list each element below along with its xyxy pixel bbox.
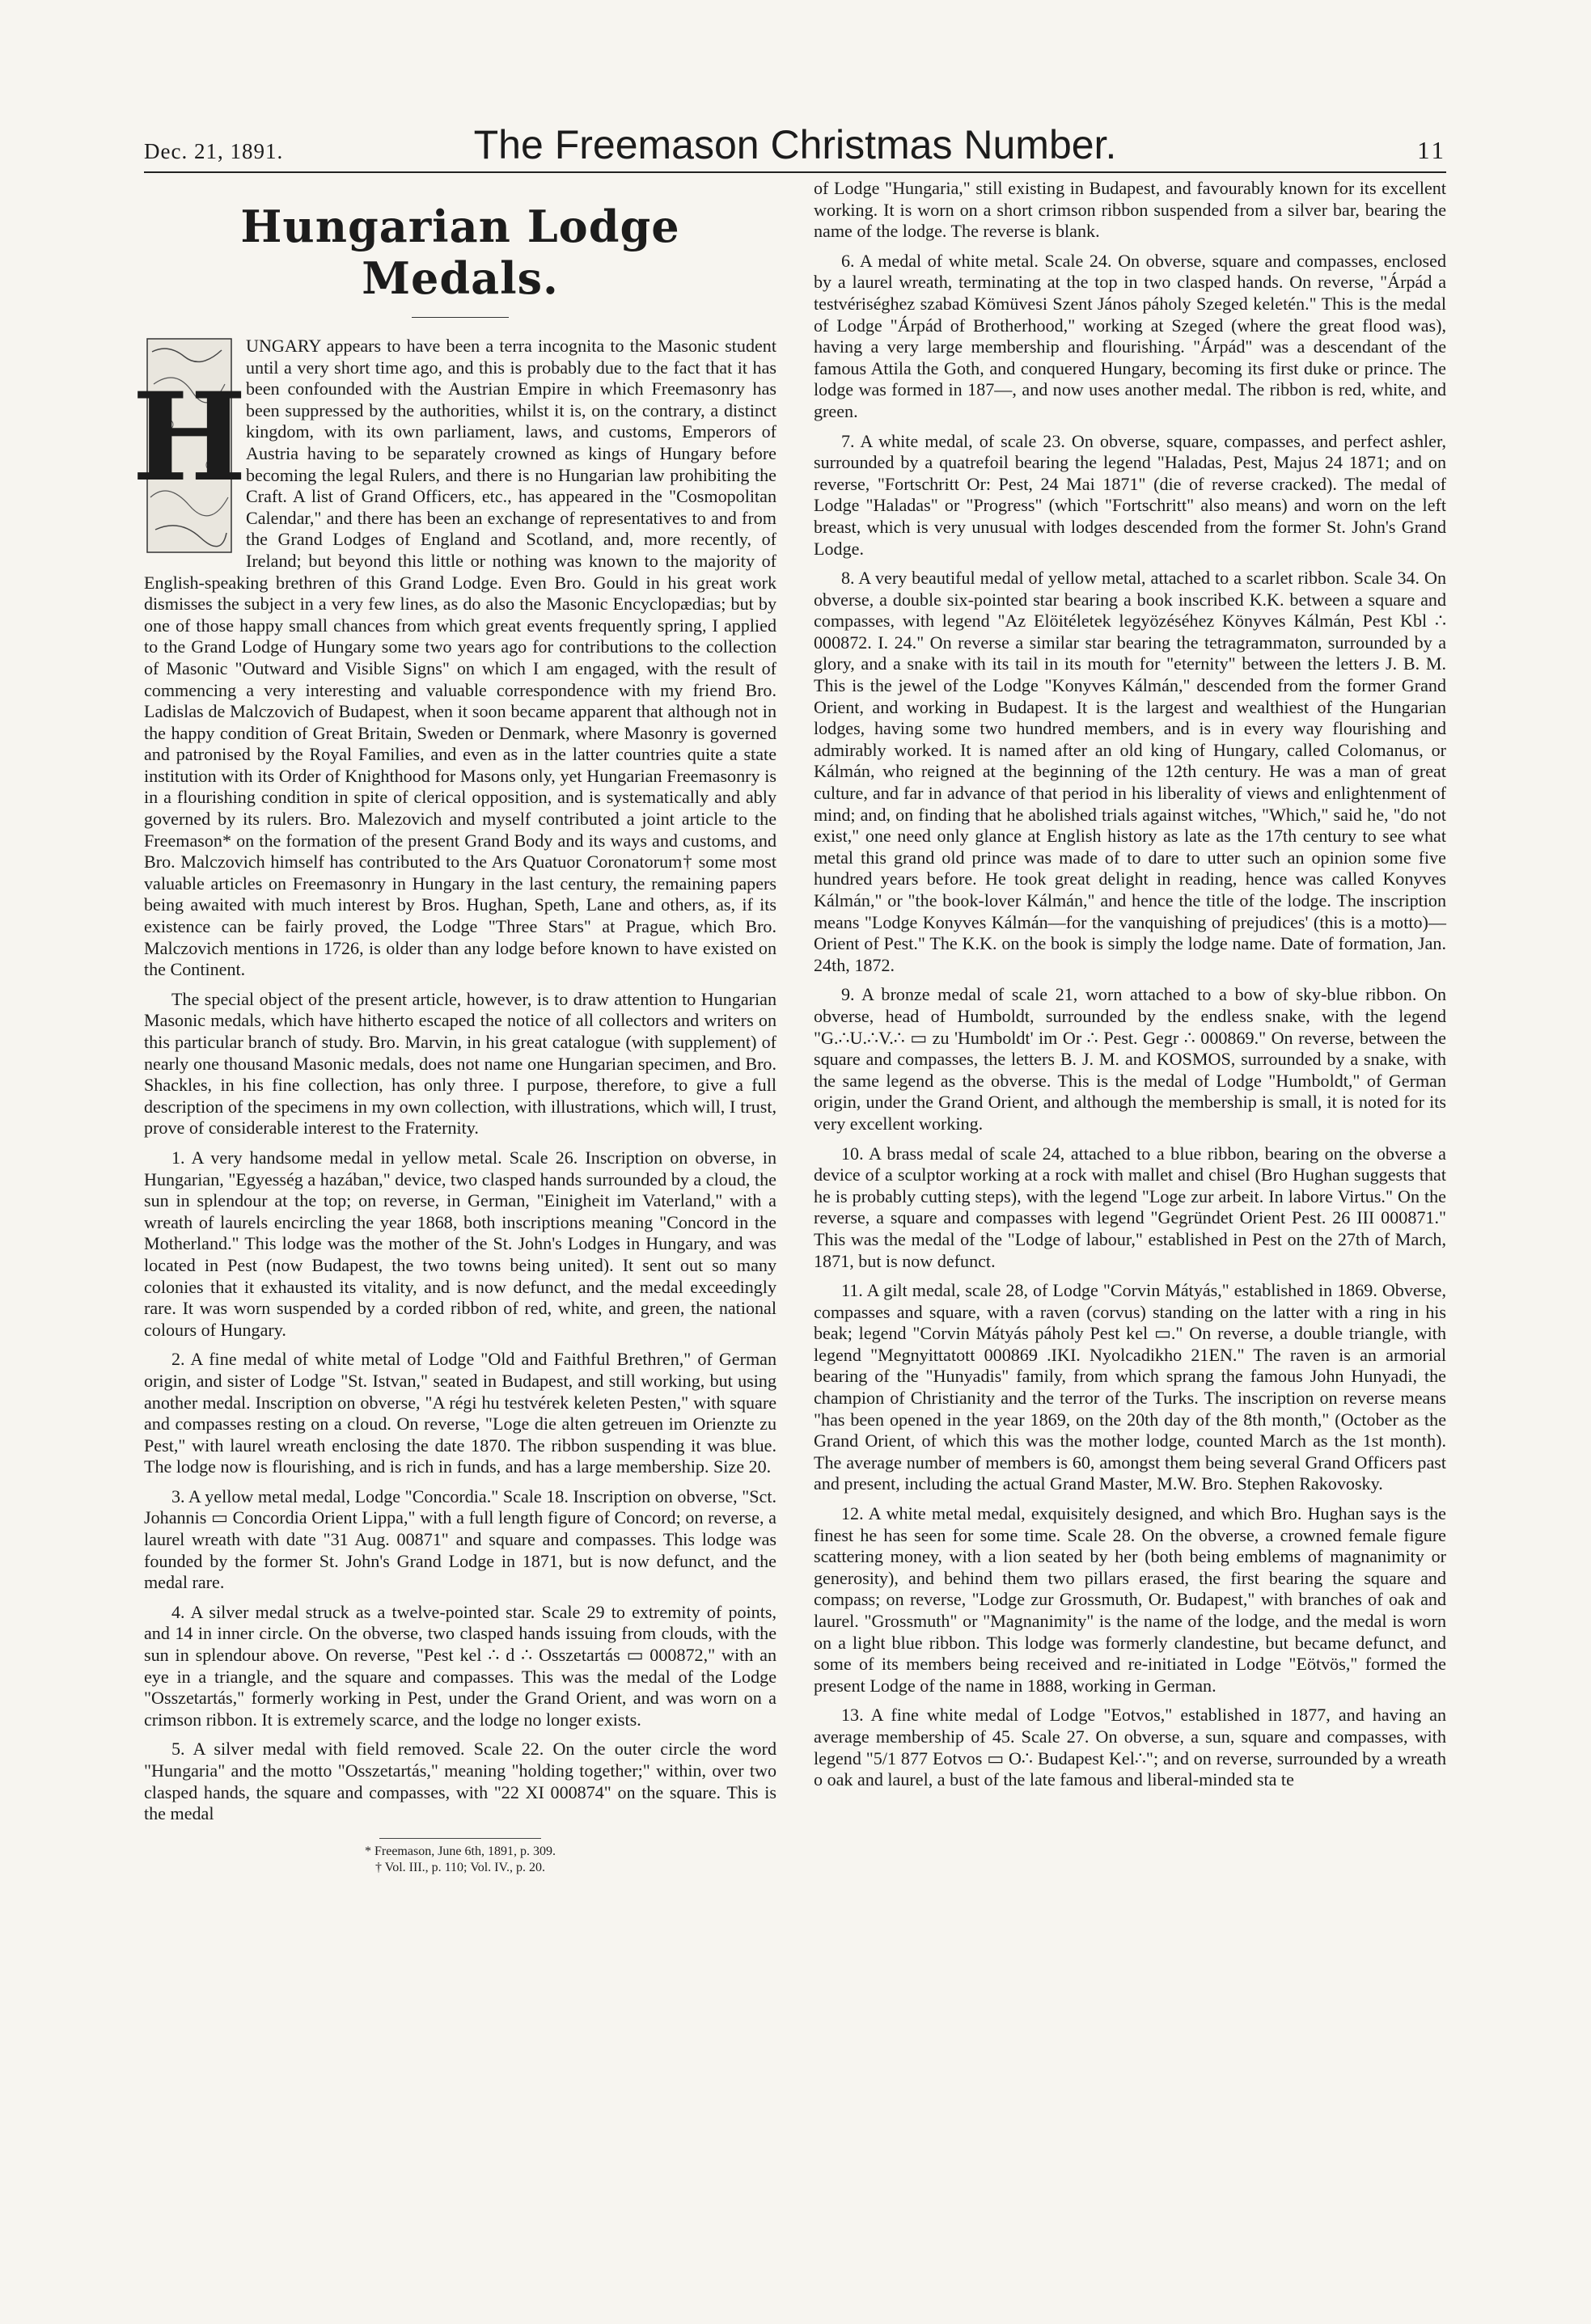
medal-entry-1: 1. A very handsome medal in yellow metal. Scale 26. Inscription on obverse, in Hungarian, "Egyesség a hazában," device, two clasped hands surrounded by a cloud, the sun in splendour at the top; on reverse, in German, "Einigheit im Vaterland," with a wreath of laurels encircling the year 1868, both inscriptions meaning "Concord in the Motherland." This lodge was the mother of the St. John's Lodges in Hungary, and was located in Pest (now Budapest, the two towns being united). It sent out so many colonies that it exhausted its vitality, and is now defunct, and the medal exceedingly rare. It was worn suspended by a corded ribbon of red, white, and green, the national colours of Hungary. bbox=[144, 1147, 776, 1340]
footnote-rule bbox=[379, 1838, 541, 1839]
footnote-2: † Vol. III., p. 110; Vol. IV., p. 20. bbox=[375, 1860, 545, 1874]
medal-entry-9: 9. A bronze medal of scale 21, worn attached to a bow of sky-blue ribbon. On obverse, head of Humboldt, surrounded by the endless snake, with the legend "G.∴U.∴V.∴ ▭ zu 'Humboldt' im Or ∴ Pest. Gegr ∴ 000869." On reverse, between the square and compasses, the letters B. J. M. and KOSMOS, surrounded by a snake, with the same legend as the obverse. This is the medal of Lodge "Humboldt," of German origin, under the Grand Orient, and although the membership is small, it is noted for its very excellent working. bbox=[814, 984, 1446, 1134]
intro-paragraph: UNGARY appears to have been a terra incognita to the Masonic student until a very short time ago, and this is probably due to the fact that it has been confounded with the Austrian Empire in which Freemasonry has been suppressed by the authorities, whilst it is, on the contrary, a distinct kingdom, with its own parliament, laws, and customs, Emperors of Austria having to be separately crowned as kings of Hungary before becoming the legal Rulers, and there is no Hungarian law prohibiting the Craft. A list of Grand Officers, etc., has appeared in the "Cosmopolitan Calendar," and there has been an exchange of representatives to and from the Grand Lodges of England and Scotland, and, more recently, of Ireland; but beyond this little or nothing was known to the majority of English-speaking brethren of this Grand Lodge. Even Bro. Gould in his great work dismisses the subject in a very few lines, as do also the Masonic Encyclopædias; but by one of those happy small chances from which great events frequently spring, I applied to the Grand Lodge of Hungary some two years ago for contributions to the collection of Masonic "Outward and Visible Signs" on which I am engaged, with the result of commencing a very interesting and valuable correspondence with my friend Bro. Ladislas de Malczovich of Budapest, when it soon became apparent that although not in the happy condition of Great Britain, Sweden or Denmark, where Masonry is governed and patronised by the Royal Families, and even as in the latter countries quite a state institution with its Order of Knighthood for Masons only, yet Hungarian Freemasonry is in a flourishing condition in spite of clerical opposition, and is systematically and ably governed by its rulers. Bro. Malezovich and myself contributed a joint article to the Freemason* on the formation of the present Grand Body and its ways and customs, and Bro. Malczovich himself has contributed to the Ars Quatuor Coronatorum† some most valuable articles on Freemasonry in Hungary in the last century, the remaining papers being awaited with much interest by Bros. Hughan, Speth, Lane and others, as, if its existence can be fairly proved, the Lodge "Three Stars" at Prague, which Bro. Malczovich mentions in 1726, is older than any lodge before known to have existed on the Continent. bbox=[144, 336, 776, 980]
right-column bbox=[814, 178, 1446, 1799]
left-column bbox=[132, 178, 776, 1876]
ornamental-dropcap-h bbox=[132, 336, 247, 556]
medal-entry-4: 4. A silver medal struck as a twelve-pointed star. Scale 29 to extremity of points, and 14 in inner circle. On the obverse, two clasped hands issuing from clouds, with the sun in splendour above. On reverse, "Pest kel ∴ d ∴ Osszetartás ▭ 000872," with an eye in a triangle, and the square and compasses. This was the medal of the Lodge "Osszetartás," formerly working in Pest, under the Grand Orient, and was worn on a crimson ribbon. It is extremely scarce, and the lodge no longer exists. bbox=[144, 1601, 776, 1730]
medal-entry-12: 12. A white metal medal, exquisitely designed, and which Bro. Hughan says is the finest he has seen for some time. Scale 28. On the obverse, a crowned female figure scattering money, with a lion seated by her (both being emblems of magnanimity or generosity), and behind them two pillars erased, the first bearing the square and compass; on reverse, "Lodge zur Grossmuth, Or. Budapest," with branches of oak and laurel. "Grossmuth" or "Magnanimity" is the name of the lodge, and the medal is worn on a light blue ribbon. This lodge was formerly clandestine, but became defunct, and some of its members being received and re-initiated in Lodge "Eötvös," formed the present Lodge of the name in 1888, working in German. bbox=[814, 1503, 1446, 1696]
medal-entry-11: 11. A gilt medal, scale 28, of Lodge "Corvin Mátyás," established in 1869. Obverse, compasses and square, with a raven (corvus) standing on the latter with a ring in his beak; legend "Corvin Mátyás páholy Pest kel ▭." On reverse, a double triangle, with legend "Megnyittatott 000869 .IKI. Nyolcadikho 21EN." The raven is an armorial bearing of the "Hunyadis" family, from which sprang the famous John Hunyadi, the champion of Christianity and the terror of the Turks. The inscription on reverse means "has been opened in the year 1869, on the 20th day of the 8th month," (October as the Grand Orient, of which this was the mother lodge, counted March as the 1st month). The average number of members is 60, amongst them being several Grand Officers past and present, including the actual Grand Master, M.W. Bro. Stephen Rakovosky. bbox=[814, 1280, 1446, 1494]
medal-entry-8: 8. A very beautiful medal of yellow metal, attached to a scarlet ribbon. Scale 34. On obverse, a double six-pointed star bearing a book inscribed K.K. between a square and compasses, with legend "Az Elöitéletek legyözéséhez Könyves Kálmán, Pest Kbl ∴ 000872. I. 24." On reverse a similar star bearing the tetragrammaton, surrounded by a glory, and a snake with its tail in its mouth for "eternity" between the letters J. B. M. This is the jewel of the Lodge "Konyves Kálmán," descended from the former Grand Orient, and working in Budapest. It is the largest and wealthiest of the Hungarian lodges, having some two hundred members, and is in every way flourishing and admirably worked. It is named after an old king of Hungary, called Colomanus, or Kálmán, who reigned at the beginning of the 12th century. He was a man of great culture, and far in advance of that period in his liberality of views and enlightenment of mind; and, on finding that he abolished trials against witches, "Which," said he, "do not exist," one need only glance at English history as late as the 17th century to see what metal this grand old prince was made of to dare to utter such an opinion some five hundred years before. He took great delight in reading, hence was called Konyves Kálmán," or "the book-lover Kálmán," and hence the title of the lodge. The inscription means "Lodge Konyves Kálmán—for the vanquishing of prejudices' (this is a motto)—Orient of Pest." The K.K. on the book is simply the lodge name. Date of formation, Jan. 24th, 1872. bbox=[814, 568, 1446, 975]
masthead-rule bbox=[144, 171, 1446, 173]
medal-entry-2: 2. A fine medal of white metal of Lodge "Old and Faithful Brethren," of German origin, and sister of Lodge "St. Istvan," seated in Budapest, and still working, but using another medal. Inscription on obverse, "A régi hu testvérek keleten Pesten," with square and compasses resting on a cloud. On reverse, "Loge die alten getreuen im Orienzte zu Pest," with laurel wreath enclosing the date 1870. The ribbon suspending it was blue. The lodge now is flourishing, and is rich in funds, and has a large membership. Size 20. bbox=[144, 1349, 776, 1477]
title-rule bbox=[412, 317, 509, 318]
purpose-paragraph: The special object of the present article, however, is to draw attention to Hungarian Masonic medals, which have hitherto escaped the notice of all collectors and writers on this particular branch of study. Bro. Marvin, in his great catalogue (with supplement) of nearly one thousand Masonic medals, does not name one Hungarian specimen, and Bro. Shackles, in his fine collection, has only three. I purpose, therefore, to give a full description of the specimens in my own collection, with illustrations, which will, I trust, prove of considerable interest to the Fraternity. bbox=[144, 988, 776, 1139]
publication-title: The Freemason Christmas Number. bbox=[473, 122, 1117, 167]
footnote-1: * Freemason, June 6th, 1891, p. 309. bbox=[365, 1844, 556, 1858]
medal-entry-6: 6. A medal of white metal. Scale 24. On obverse, square and compasses, enclosed by a laurel wreath, terminating at the top in two clasped hands. On reverse, "Árpád a testvériséghez szabad Kömüvesi Szent János páholy Szeged keletén." This is the medal of Lodge "Árpád of Brotherhood," working at Szeged (where the great flood was), having a very large membership and flourishing. "Árpád" was a descendant of the famous Attila the Goth, and conquered Hungary, becoming its first duke or prince. The lodge was formed in 187—, and now uses another medal. The ribbon is red, white, and green. bbox=[814, 250, 1446, 421]
dropcap-letter: H bbox=[132, 366, 247, 509]
page-number: 11 bbox=[1417, 136, 1446, 164]
medal-entry-13: 13. A fine white medal of Lodge "Eotvos," established in 1877, and having an average membership of 45. Scale 27. On obverse, a sun, square and compasses, with legend "5/1 877 Eotvos ▭ O∴ Budapest Kel∴"; and on reverse, surrounded by a wreath o oak and laurel, a bust of the late famous and liberal-minded sta te bbox=[814, 1705, 1446, 1790]
medal-entry-7: 7. A white medal, of scale 23. On obverse, square, compasses, and perfect ashler, surrounded by a quatrefoil bearing the legend "Haladas, Pest, Majus 24 1871; and on reverse, "Fortschritt Or: Pest, 24 Mai 1871" (die of reverse cracked). The medal of Lodge "Haladas" or "Progress" (which "Fortschritt" also means) and worn on the left breast, which is very unusual with lodges descended from the former St. John's Grand Lodge. bbox=[814, 430, 1446, 559]
masthead bbox=[144, 121, 1446, 170]
article-title: Hungarian Lodge Medals. bbox=[240, 201, 680, 304]
dropcap-illustration bbox=[132, 336, 247, 556]
footnotes bbox=[144, 1838, 776, 1876]
medal-entry-10: 10. A brass medal of scale 24, attached to a blue ribbon, bearing on the obverse a device of a sculptor working at a rock with mallet and chisel (Bro Hughan suggests that he is probably cutting steps), with the legend "Loge zur arbeit. In labore Virtus." On the reverse, a square and compasses with legend "Gegründet Orient Pest. 26 III 000871." This was the medal of the "Lodge of labour," established in Pest on the 27th of March, 1871, but is now defunct. bbox=[814, 1143, 1446, 1271]
medal-entry-3: 3. A yellow metal medal, Lodge "Concordia." Scale 18. Inscription on obverse, "Sct. Johannis ▭ Concordia Orient Lippa," with a full length figure of Concord; on reverse, a laurel wreath with date "31 Aug. 00871" and square and compasses. This lodge was founded by the former St. John's Grand Lodge in 1871, but is now defunct, and the medal rare. bbox=[144, 1485, 776, 1593]
issue-date: Dec. 21, 1891. bbox=[144, 139, 284, 163]
medal-entry-5-continued: of Lodge "Hungaria," still existing in Budapest, and favourably known for its excellent working. It is worn on a short crimson ribbon suspended from a silver bar, bearing the name of the lodge. The reverse is blank. bbox=[814, 178, 1446, 242]
medal-entry-5: 5. A silver medal with field removed. Scale 22. On the outer circle the word "Hungaria" and the motto "Osszetartás," meaning "holding together;" within, over two clasped hands, the square and compasses, with "22 XI 000874" on the square. This is the medal bbox=[144, 1739, 776, 1824]
